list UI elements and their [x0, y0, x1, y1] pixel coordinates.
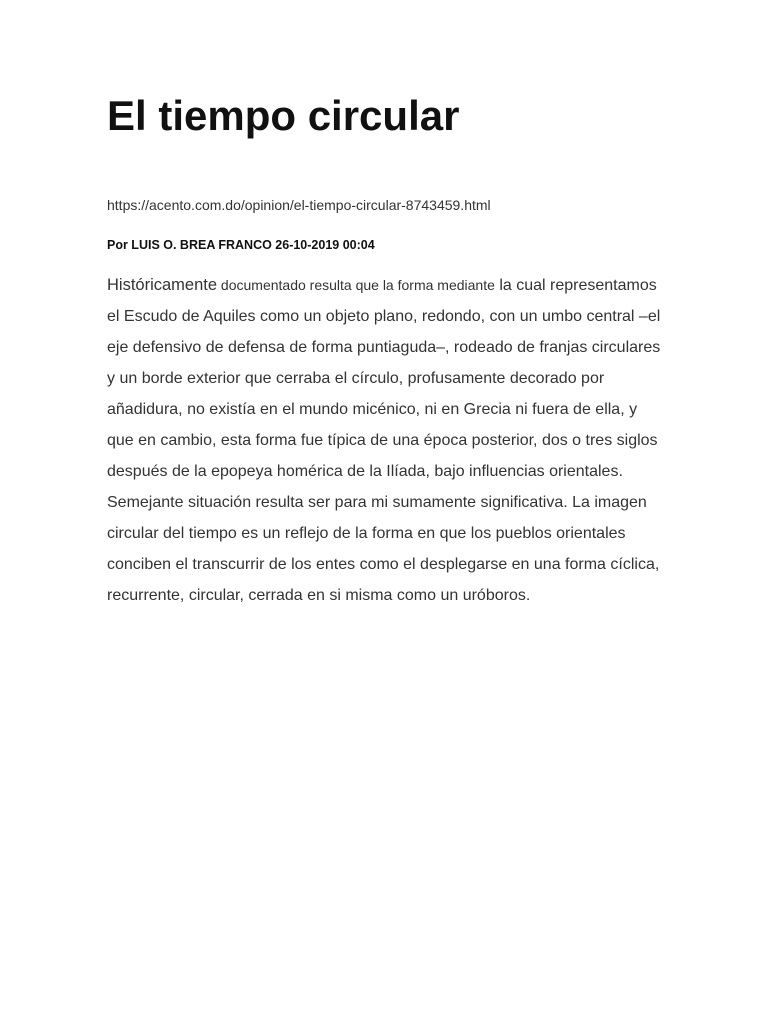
byline: Por LUIS O. BREA FRANCO 26-10-2019 00:04	[107, 238, 375, 252]
source-url: https://acento.com.do/opinion/el-tiempo-circular-8743459.html	[107, 197, 491, 213]
article-body	[107, 270, 667, 611]
paragraph-1-lead: Históricamente	[107, 276, 218, 294]
paragraph-1	[107, 270, 667, 487]
paragraph-1-rest: la cual representamos el Escudo de Aquiles como un objeto plano, redondo, con un umbo central –el eje defensivo de defensa de forma puntiaguda–, rodeado de franjas circulares y un borde exterior que cerraba el círculo, profusamente decorado por añadidura, no existía en el mundo micénico, ni en Grecia ni fuera de ella, y que en cambio, esta forma fue típica de una época posterior, dos o tres siglos después de la epopeya homérica de la Ilíada, bajo influencias orientales.	[107, 277, 661, 480]
paragraph-1-small: documentado resulta que la forma mediante	[217, 277, 495, 293]
page-title: El tiempo circular	[107, 92, 460, 139]
paragraph-2: Semejante situación resulta ser para mi sumamente significativa. La imagen circular del tiempo es un reflejo de la forma en que los pueblos orientales conciben el transcurrir de los entes como el desplegarse en una forma cíclica, recurrente, circular, cerrada en si misma como un uróboros.	[107, 494, 660, 604]
